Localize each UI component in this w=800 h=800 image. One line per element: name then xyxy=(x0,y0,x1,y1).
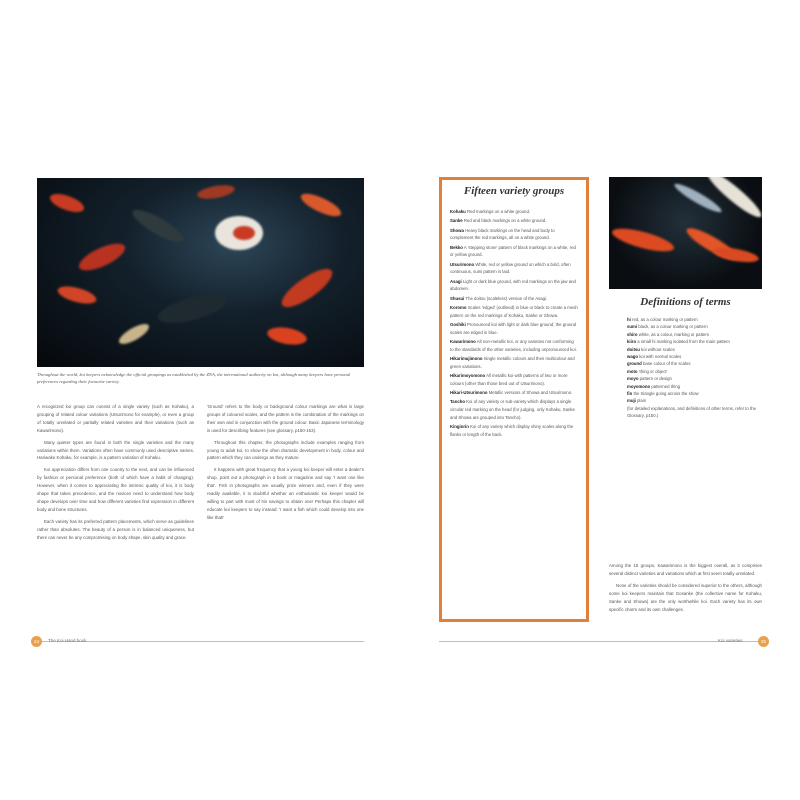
running-head-right: Koi varieties xyxy=(718,638,743,643)
list-item xyxy=(450,372,578,387)
term-desc: Pronounced koi with light or dark blue ground; the ground scales are edged in blue. xyxy=(450,322,577,335)
koi-shape xyxy=(56,283,98,307)
definitions-list xyxy=(627,316,762,420)
term: Goshiki xyxy=(450,322,466,328)
term-desc: a small hi marking isolated from the main pattern xyxy=(637,339,730,345)
koi-shape xyxy=(712,245,759,265)
list-item xyxy=(450,261,578,276)
term-desc: Heavy black markings on the head and body to complement the red markings, all on a white ground. xyxy=(450,227,555,241)
term: Hikarimoyomono xyxy=(450,373,486,379)
term: Kawarimono xyxy=(450,339,476,345)
term-desc: 'thing or object' xyxy=(638,368,668,374)
body-column-right xyxy=(609,562,762,617)
list-item xyxy=(450,244,578,259)
footer-rule-right xyxy=(439,641,762,642)
term-desc: plain xyxy=(637,398,647,404)
term-desc: Scales 'edged' (outlined) in blue or black to create a mesh pattern on the red markings of Kohaku, Sanke or Showa. xyxy=(450,305,578,318)
paragraph: It happens with great frequency that a young koi keeper will enter a dealer's shop, point out a photograph in a book or magazine and say 'I want one like that'. Fish in photographs are usually prize winners and, even if they were readily available, it is doubtful whether an enthusiastic koi keeper would be willing to part with most of his savings to obtain one! Perhaps this chapter will educate koi keepers to say instead: 'I want a fish which could develop into one like that!' xyxy=(207,467,364,520)
paragraph: Each variety has its preferred pattern placements, which serve as guidelines rather than absolutes. The beauty of a person is in balanced uniqueness, but there can never be any compromising on body shape, skin quality and grace. xyxy=(37,518,194,540)
term-desc: A 'stepping stone' pattern of black markings on a white, red or yellow ground. xyxy=(450,244,576,258)
term: Shusui xyxy=(450,295,465,301)
paragraph: Many quieter types are found in both the single varieties and the many variations within them. Variations often have commonly used descriptive names. Hariwake Kohaku, for example, is a pattern variation of Kohaku. xyxy=(37,439,194,461)
definition-item xyxy=(627,375,762,382)
list-item xyxy=(450,321,578,336)
term-desc: Single metallic colours and their multicolour and green variations. xyxy=(450,356,575,369)
koi-shape xyxy=(196,183,236,201)
definition-item xyxy=(627,331,762,338)
term: Showa xyxy=(450,227,464,233)
term: Koromo xyxy=(450,305,467,311)
definition-item xyxy=(627,353,762,360)
term-desc: Red markings on a white ground. xyxy=(466,209,531,214)
paragraph: Koi appreciation differs from one country to the next, and can be influenced by fashion or personal preference (both of which have a habit of changing). However, when it comes to appreciating the intrinsic quality of koi, it is body shape that takes precedence, and the novices need to understand how body shape develops over time and how different varieties find expression in different body and bone structures. xyxy=(37,467,194,512)
koi-shape xyxy=(76,238,129,275)
page-number-left: 24 xyxy=(31,636,42,647)
koi-pond-photo-left xyxy=(37,178,364,367)
list-item xyxy=(450,338,578,353)
term: Asagi xyxy=(450,278,462,284)
list-item xyxy=(450,355,578,370)
list-item xyxy=(450,398,578,421)
term: shiro xyxy=(627,331,638,337)
variety-groups-list xyxy=(450,208,578,440)
term: ground xyxy=(627,361,642,367)
term: Utsurimono xyxy=(450,261,475,267)
variety-groups-box xyxy=(439,177,589,622)
term-desc: base colour of the scales xyxy=(643,361,691,367)
paragraph: 'Ground' refers to the body or background colour markings are what is large groups of coloured scales, and the pattern is the combination of the markings on their own and in conjunction with the ground colour. Basic Japanese terminology is used for describing features (see glossary, p150-153). xyxy=(207,404,364,433)
koi-shape xyxy=(233,226,255,240)
term-desc: koi with normal scales xyxy=(639,354,682,360)
term-desc: red, as a colour marking or pattern xyxy=(632,317,698,322)
term-desc: White, red or yellow ground on which a bold, often continuous, sumi pattern is laid. xyxy=(450,261,571,275)
koi-pond-photo-right xyxy=(609,177,762,289)
box-title: Fifteen variety groups xyxy=(463,185,565,197)
koi-shape xyxy=(48,190,87,215)
term-desc: The doitsu (scaleless) version of the Asagi. xyxy=(465,295,548,301)
term: hi xyxy=(627,317,631,322)
term: fin xyxy=(627,391,633,397)
list-item xyxy=(450,304,578,319)
term: doitsu xyxy=(627,346,640,352)
term: moyomono xyxy=(627,383,651,389)
definition-item xyxy=(627,383,762,390)
page-number-right: 25 xyxy=(758,636,769,647)
term-desc: All non-metallic koi, or any varieties not conforming to the standards of the other varieties, including unpronounced koi. xyxy=(450,339,577,352)
term-desc: patterned thing xyxy=(651,383,681,389)
list-item xyxy=(450,217,578,225)
definition-note: (for detailed explanations, and definitions of other terms, refer to the Glossary, p150.) xyxy=(627,405,756,419)
koi-shape xyxy=(277,263,338,314)
paragraph: Throughout this chapter, the photographs include examples ranging from young to adult koi, to show the often dramatic development in body, colour and pattern which they can undergo as they mature. xyxy=(207,439,364,461)
paragraph: None of the varieties should be considered superior to the others, although some koi keepers maintain that Gosanke (the collective name for Kohaku, Sanke and Showa) are the only worthwhile koi. Each variety has its own specific charm and its own challenges. xyxy=(609,582,762,612)
term-desc: Metallic versions of Showa and Utsurimono. xyxy=(488,390,573,396)
koi-shape xyxy=(703,177,762,222)
koi-shape xyxy=(155,289,228,328)
term-desc: the triangle going across the show xyxy=(633,391,699,397)
definition-item xyxy=(627,368,762,375)
koi-shape xyxy=(129,205,187,248)
paragraph: Among the 15 groups, Kawarimono is the biggest overall, as it comprises several distinct varieties and variations which at first seem totally unrelated. xyxy=(609,563,762,576)
term: muji xyxy=(627,398,636,404)
term: wago xyxy=(627,354,638,360)
definition-item xyxy=(627,346,762,353)
paragraph: A recognized koi group can consist of a single variety (such as Kohaku), a grouping of related colour variations (Utsurimono for example), or even a group of totally unrelated or partially related varieties and their variations (such as Kawarimono). xyxy=(37,404,194,433)
koi-shape xyxy=(298,189,344,220)
list-item xyxy=(450,278,578,293)
term: Kohaku xyxy=(450,209,466,214)
koi-shape xyxy=(116,320,151,347)
list-item xyxy=(450,295,578,303)
list-item xyxy=(450,423,578,438)
koi-shape xyxy=(266,325,308,348)
term: Bekko xyxy=(450,244,463,250)
photo-caption: Throughout the world, koi keepers acknowledge the official groupings as established by the ZNA, the international authority on koi, although many keepers have personal preferences regarding their favourite variety. xyxy=(37,372,351,384)
term: Kinginrin xyxy=(450,424,469,429)
term-desc: Koi of any variety or sub-variety which displays a single circular red marking on the head (for judging, only Kohaku, Sanke and Showa are grouped into Tancho). xyxy=(450,399,575,420)
term-desc: pattern or design xyxy=(639,376,672,382)
body-column-1 xyxy=(37,403,194,546)
list-item xyxy=(450,227,578,242)
term: moyo xyxy=(627,376,639,382)
term: Hikarimujimono xyxy=(450,356,483,362)
running-head-left: The Koi Hand book xyxy=(48,638,87,643)
definitions-title: Definitions of terms xyxy=(640,296,731,308)
definition-item xyxy=(627,390,762,397)
definition-item xyxy=(627,397,762,404)
koi-shape xyxy=(610,224,676,256)
term-desc: Light or dark blue ground, with red markings on the jaw and abdomen. xyxy=(450,278,576,292)
list-item xyxy=(450,208,578,216)
term-desc: Koi of any variety which display shiny scales along the flanks or length of the back. xyxy=(450,424,574,437)
term: sumi xyxy=(627,324,638,330)
term-desc: koi without scales xyxy=(641,346,675,352)
definition-item xyxy=(627,338,762,345)
list-item xyxy=(450,389,578,397)
term: Sanke xyxy=(450,218,463,224)
term: kiiro xyxy=(627,339,637,345)
term: moto xyxy=(627,368,638,374)
term-desc: black, as a colour marking or pattern xyxy=(638,324,708,330)
definition-item xyxy=(627,316,762,323)
term: Tancho xyxy=(450,399,465,405)
term-desc: All metallic koi with patterns of two or more colours (other than those bred out of Utsurimono). xyxy=(450,373,568,386)
definition-item xyxy=(627,360,762,367)
body-column-2 xyxy=(207,403,364,526)
definition-item xyxy=(627,323,762,330)
term-desc: white, as a colour, marking or pattern xyxy=(638,331,710,337)
term: Hikari-Utsurimono xyxy=(450,390,488,396)
term-desc: Red and black markings on a white ground. xyxy=(463,218,547,224)
